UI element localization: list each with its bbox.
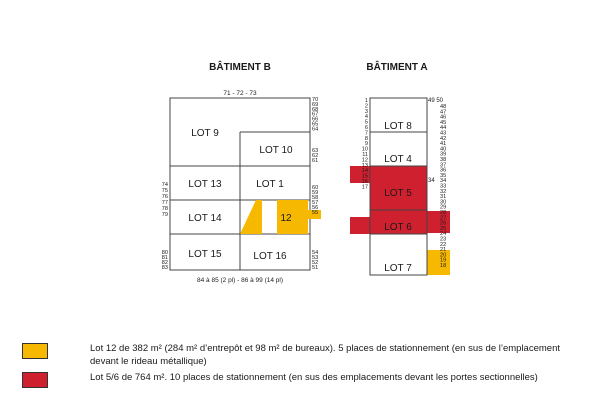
building-b-top-numbers: 71 - 72 - 73 [223, 90, 257, 97]
parking-number: 38 [440, 157, 447, 163]
parking-number: 23 [440, 236, 447, 243]
lot4-label: LOT 4 [384, 154, 412, 165]
parking-number: 24 [440, 231, 447, 238]
parking-number: 31 [440, 194, 447, 201]
parking-number: 77 [161, 200, 168, 206]
parking-number: 69 [312, 101, 319, 108]
lot7-label: LOT 7 [384, 263, 412, 274]
parking-number: 18 [440, 263, 447, 269]
parking-number: 65 [312, 121, 319, 128]
parking-number: 78 [161, 206, 168, 212]
parking-number: 46 [440, 114, 447, 121]
lot9-label: LOT 9 [191, 128, 219, 139]
building-a-inner-label: 34 [428, 178, 435, 184]
parking-number: 2 [364, 103, 368, 110]
parking-number: 47 [440, 109, 447, 116]
legend-swatch-red [22, 372, 48, 388]
lot14-label: LOT 14 [188, 213, 222, 224]
parking-number: 42 [440, 135, 447, 142]
parking-number: 76 [161, 194, 168, 200]
parking-number: 58 [312, 195, 319, 201]
parking-number: 36 [440, 167, 447, 174]
parking-number: 22 [440, 241, 447, 248]
parking-number: 83 [161, 265, 168, 271]
parking-number: 6 [364, 125, 368, 131]
building-b-left-numbers-b [162, 250, 168, 271]
lot16-label: LOT 16 [253, 251, 287, 262]
parking-number: 28 [440, 210, 447, 216]
parking-number: 13 [361, 162, 368, 169]
parking-number: 81 [161, 255, 168, 261]
parking-number: 64 [312, 126, 319, 133]
parking-number: 32 [440, 188, 447, 195]
parking-number: 63 [312, 148, 319, 154]
parking-number: 82 [161, 260, 168, 266]
parking-number: 67 [312, 111, 319, 118]
legend-text-lot5-6: Lot 5/6 de 764 m². 10 places de stationnement (en sus des emplacements devant les portes sectionnelles) [90, 372, 538, 383]
parking-number: 12 [361, 157, 368, 164]
parking-number: 51 [312, 265, 319, 271]
legend-item-lot12 [22, 342, 590, 368]
parking-number: 16 [361, 179, 368, 185]
parking-number: 15 [361, 173, 368, 180]
parking-number: 52 [312, 260, 319, 266]
building-b-right-numbers-d [312, 250, 318, 271]
parking-number: 20 [440, 252, 447, 259]
parking-number: 17 [361, 184, 368, 191]
parking-number: 4 [364, 114, 368, 121]
building-a-left-numbers [362, 98, 368, 190]
parking-number: 56 [312, 205, 319, 211]
parking-number: 55 [312, 210, 319, 216]
parking-number: 59 [312, 190, 319, 196]
parking-number: 33 [440, 183, 447, 190]
parking-number: 35 [440, 172, 447, 179]
lot8-label: LOT 8 [384, 121, 412, 132]
parking-number: 53 [312, 255, 319, 261]
lot11-mask [282, 175, 306, 193]
parking-number: 7 [364, 130, 368, 137]
lot13-label: LOT 13 [188, 179, 222, 190]
parking-number: 79 [161, 212, 168, 218]
lot7-yellow-parking [427, 250, 450, 275]
parking-number: 54 [312, 250, 319, 256]
parking-number: 75 [161, 188, 168, 194]
lot5-label: LOT 5 [384, 188, 412, 199]
legend-swatch-yellow [22, 343, 48, 359]
parking-number: 27 [440, 215, 447, 222]
building-a-top-right-numbers: 49 50 [428, 98, 444, 104]
parking-number: 29 [440, 204, 447, 211]
parking-number: 41 [440, 141, 447, 148]
building-b-right-numbers-c [312, 185, 318, 216]
parking-number: 57 [312, 200, 319, 206]
lot5-6-left-tab-bottom [350, 217, 370, 234]
lot11-label: LOT 1 [256, 179, 284, 190]
lot10-label: LOT 10 [259, 145, 293, 156]
parking-number: 40 [440, 146, 447, 153]
parking-number: 34 [440, 178, 447, 185]
building-a-title: BÂTIMENT A [366, 62, 428, 73]
lot5-6-right-tab [427, 211, 450, 233]
lot12-label: 12 [280, 213, 292, 224]
parking-number: 10 [361, 146, 368, 153]
building-b-title: BÂTIMENT B [209, 62, 271, 73]
parking-number: 43 [440, 130, 447, 137]
parking-number: 60 [312, 185, 319, 191]
parking-number: 25 [440, 225, 447, 232]
parking-number: 74 [161, 182, 168, 188]
parking-number: 80 [161, 250, 168, 256]
building-a-right-numbers [440, 104, 446, 269]
parking-number: 8 [364, 135, 368, 142]
parking-number: 37 [440, 162, 447, 169]
parking-number: 30 [440, 199, 447, 206]
parking-number: 44 [440, 125, 447, 132]
lot14-yellow-sliver [240, 200, 262, 234]
parking-number: 48 [440, 104, 447, 110]
parking-number: 5 [364, 119, 368, 126]
lot15-label: LOT 15 [188, 249, 222, 260]
parking-number: 26 [440, 220, 447, 227]
parking-number: 1 [364, 98, 368, 104]
building-b-bottom-numbers: 84 à 85 (2 pl) - 86 à 99 (14 pl) [197, 277, 283, 284]
parking-number: 3 [364, 108, 368, 115]
parking-number: 14 [361, 168, 368, 175]
parking-number: 62 [312, 153, 319, 159]
lot6-label: LOT 6 [384, 222, 412, 233]
parking-number: 9 [364, 141, 368, 148]
legend-text-lot12: Lot 12 de 382 m² (284 m² d’entrepôt et 98 m² de bureaux). 5 places de stationnement (en sus de l’emplacement devant le rideau métallique) [90, 343, 560, 367]
parking-number: 21 [440, 247, 447, 254]
parking-number: 39 [440, 151, 447, 158]
parking-number: 61 [312, 158, 319, 164]
building-b-left-numbers-a [162, 182, 168, 218]
parking-number: 19 [440, 257, 447, 264]
parking-number: 66 [312, 116, 319, 123]
building-b-right-numbers-b [312, 148, 318, 164]
parking-number: 68 [312, 106, 319, 113]
building-b-right-numbers-a [312, 97, 318, 132]
parking-number: 70 [312, 97, 319, 103]
legend-item-lot5-6 [22, 371, 590, 388]
parking-number: 45 [440, 119, 447, 126]
parking-number: 11 [362, 152, 368, 158]
